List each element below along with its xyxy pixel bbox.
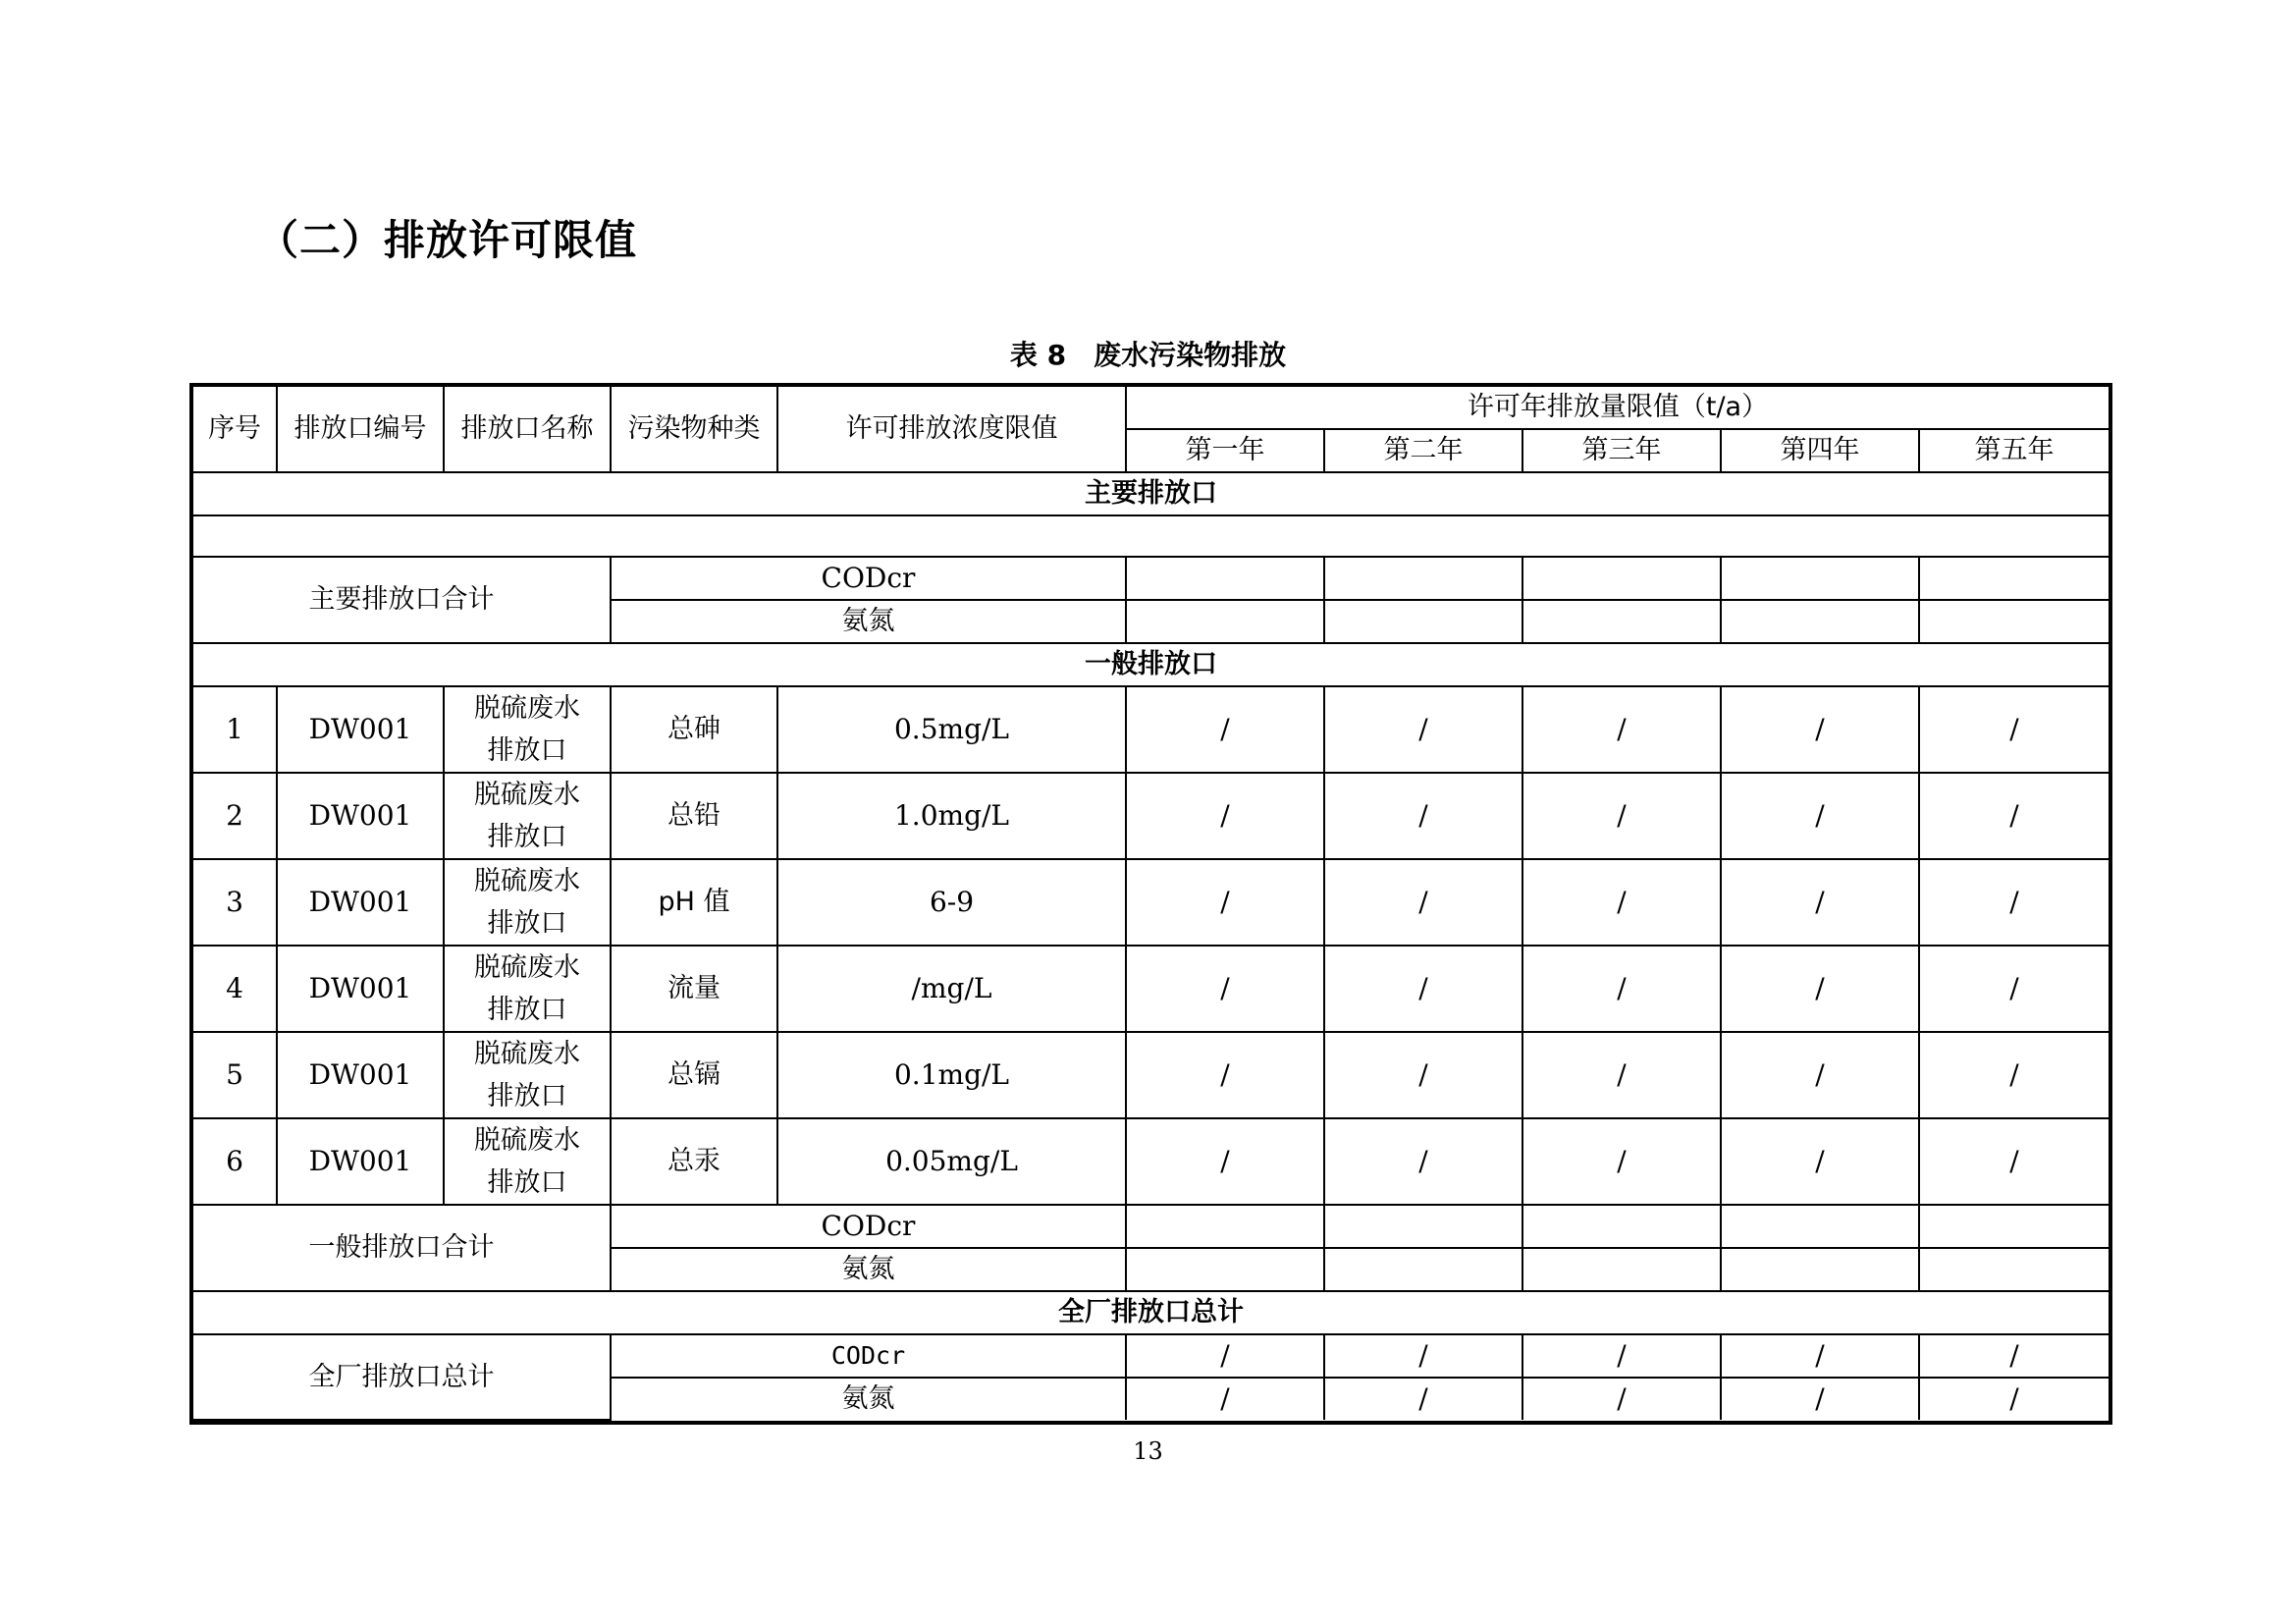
row-year-3: /	[1522, 773, 1721, 859]
outlet-name-line-2: 排放口	[487, 735, 567, 766]
row-seq: 6	[193, 1118, 277, 1205]
outlet-name-line-1: 脱硫废水	[474, 952, 580, 983]
header-year-2: 第二年	[1324, 429, 1522, 472]
general-total-cod-year-1	[1126, 1205, 1324, 1248]
row-pollutant: pH 值	[611, 859, 777, 946]
main-total-nh3-year-5	[1919, 600, 2109, 643]
main-total-cod-year-4	[1721, 557, 1919, 600]
general-total-pollutant: 氨氮	[611, 1248, 1126, 1291]
outlet-name-line-1: 脱硫废水	[474, 693, 580, 724]
row-concentration-limit: 0.1mg/L	[777, 1032, 1126, 1118]
outlet-name-line-2: 排放口	[487, 908, 567, 939]
row-year-1: /	[1126, 1032, 1324, 1118]
main-total-pollutant: CODcr	[611, 557, 1126, 600]
header-year-3: 第三年	[1522, 429, 1721, 472]
header-outlet-code: 排放口编号	[277, 387, 444, 472]
general-total-label: 一般排放口合计	[193, 1205, 611, 1291]
main-total-pollutant: 氨氮	[611, 600, 1126, 643]
row-outlet-name	[444, 686, 611, 773]
general-total-nh3-year-2	[1324, 1248, 1522, 1291]
table-title: 废水污染物排放	[1094, 339, 1287, 371]
row-seq: 1	[193, 686, 277, 773]
row-outlet-code: DW001	[277, 859, 444, 946]
row-year-3: /	[1522, 946, 1721, 1032]
row-year-5: /	[1919, 686, 2109, 773]
section-general-outlets: 一般排放口	[193, 643, 2109, 686]
main-total-nh3-year-4	[1721, 600, 1919, 643]
general-total-cod-year-4	[1721, 1205, 1919, 1248]
row-outlet-code: DW001	[277, 686, 444, 773]
outlet-name-line-1: 脱硫废水	[474, 780, 580, 810]
row-year-4: /	[1721, 773, 1919, 859]
general-total-cod-year-5	[1919, 1205, 2109, 1248]
row-outlet-code: DW001	[277, 1032, 444, 1118]
plant-total-nh3-year-5: /	[1919, 1378, 2109, 1420]
row-year-5: /	[1919, 1032, 2109, 1118]
row-concentration-limit: /mg/L	[777, 946, 1126, 1032]
row-seq: 2	[193, 773, 277, 859]
main-total-cod-year-5	[1919, 557, 2109, 600]
row-year-1: /	[1126, 946, 1324, 1032]
table-row	[193, 859, 2109, 946]
general-total-nh3-year-4	[1721, 1248, 1919, 1291]
row-year-3: /	[1522, 1032, 1721, 1118]
header-outlet-name: 排放口名称	[444, 387, 611, 472]
main-total-nh3-year-2	[1324, 600, 1522, 643]
table-caption	[0, 334, 2296, 373]
row-year-2: /	[1324, 686, 1522, 773]
row-year-1: /	[1126, 686, 1324, 773]
row-year-4: /	[1721, 859, 1919, 946]
row-pollutant: 总镉	[611, 1032, 777, 1118]
outlet-name-line-2: 排放口	[487, 1167, 567, 1198]
row-year-2: /	[1324, 1118, 1522, 1205]
plant-total-pollutant: 氨氮	[611, 1378, 1126, 1420]
emission-limits-table	[189, 383, 2112, 1425]
row-pollutant: 总砷	[611, 686, 777, 773]
row-year-4: /	[1721, 1118, 1919, 1205]
row-year-1: /	[1126, 1118, 1324, 1205]
row-seq: 4	[193, 946, 277, 1032]
outlet-name-line-2: 排放口	[487, 822, 567, 852]
outlet-name-line-1: 脱硫废水	[474, 1039, 580, 1069]
row-year-5: /	[1919, 946, 2109, 1032]
general-total-nh3-year-3	[1522, 1248, 1721, 1291]
row-pollutant: 总铅	[611, 773, 777, 859]
main-total-cod-year-1	[1126, 557, 1324, 600]
general-total-nh3-year-1	[1126, 1248, 1324, 1291]
table-row	[193, 1118, 2109, 1205]
section-plant-total: 全厂排放口总计	[193, 1291, 2109, 1334]
header-year-1: 第一年	[1126, 429, 1324, 472]
empty-row	[193, 515, 2109, 557]
row-year-1: /	[1126, 773, 1324, 859]
table-row	[193, 1032, 2109, 1118]
outlet-name-line-2: 排放口	[487, 995, 567, 1025]
plant-total-cod-year-5: /	[1919, 1334, 2109, 1378]
main-total-label: 主要排放口合计	[193, 557, 611, 643]
main-total-cod-year-3	[1522, 557, 1721, 600]
row-pollutant: 流量	[611, 946, 777, 1032]
row-year-2: /	[1324, 859, 1522, 946]
row-year-5: /	[1919, 859, 2109, 946]
header-year-4: 第四年	[1721, 429, 1919, 472]
main-total-cod-year-2	[1324, 557, 1522, 600]
row-year-3: /	[1522, 1118, 1721, 1205]
row-year-3: /	[1522, 859, 1721, 946]
row-outlet-code: DW001	[277, 946, 444, 1032]
row-year-4: /	[1721, 946, 1919, 1032]
outlet-name-line-2: 排放口	[487, 1081, 567, 1111]
row-pollutant: 总汞	[611, 1118, 777, 1205]
plant-total-cod-year-2: /	[1324, 1334, 1522, 1378]
outlet-name-line-1: 脱硫废水	[474, 1125, 580, 1156]
plant-total-label: 全厂排放口总计	[193, 1334, 611, 1420]
outlet-name-line-1: 脱硫废水	[474, 866, 580, 896]
row-seq: 3	[193, 859, 277, 946]
row-year-2: /	[1324, 946, 1522, 1032]
header-concentration-limit: 许可排放浓度限值	[777, 387, 1126, 472]
row-concentration-limit: 0.5mg/L	[777, 686, 1126, 773]
table-row	[193, 773, 2109, 859]
row-outlet-name	[444, 859, 611, 946]
row-concentration-limit: 1.0mg/L	[777, 773, 1126, 859]
row-year-2: /	[1324, 773, 1522, 859]
plant-total-cod-year-1: /	[1126, 1334, 1324, 1378]
row-year-4: /	[1721, 1032, 1919, 1118]
header-annual-limit: 许可年排放量限值（t/a）	[1126, 387, 2109, 429]
row-outlet-code: DW001	[277, 1118, 444, 1205]
plant-total-nh3-year-3: /	[1522, 1378, 1721, 1420]
plant-total-cod-year-3: /	[1522, 1334, 1721, 1378]
plant-total-pollutant: CODcr	[611, 1334, 1126, 1378]
section-main-outlets: 主要排放口	[193, 472, 2109, 515]
row-concentration-limit: 0.05mg/L	[777, 1118, 1126, 1205]
plant-total-nh3-year-4: /	[1721, 1378, 1919, 1420]
main-total-nh3-year-1	[1126, 600, 1324, 643]
row-outlet-code: DW001	[277, 773, 444, 859]
general-total-cod-year-3	[1522, 1205, 1721, 1248]
table-row	[193, 686, 2109, 773]
general-total-pollutant: CODcr	[611, 1205, 1126, 1248]
header-year-5: 第五年	[1919, 429, 2109, 472]
section-heading: （二）排放许可限值	[257, 216, 638, 264]
row-year-2: /	[1324, 1032, 1522, 1118]
general-total-cod-year-2	[1324, 1205, 1522, 1248]
row-outlet-name	[444, 1118, 611, 1205]
header-pollutant: 污染物种类	[611, 387, 777, 472]
table-row	[193, 946, 2109, 1032]
header-seq: 序号	[193, 387, 277, 472]
row-year-1: /	[1126, 859, 1324, 946]
plant-total-nh3-year-1: /	[1126, 1378, 1324, 1420]
page-number: 13	[1133, 1437, 1163, 1465]
row-year-4: /	[1721, 686, 1919, 773]
row-year-5: /	[1919, 773, 2109, 859]
plant-total-cod-year-4: /	[1721, 1334, 1919, 1378]
table-number: 表 8	[1009, 339, 1067, 371]
row-seq: 5	[193, 1032, 277, 1118]
row-outlet-name	[444, 773, 611, 859]
plant-total-nh3-year-2: /	[1324, 1378, 1522, 1420]
row-year-3: /	[1522, 686, 1721, 773]
row-outlet-name	[444, 946, 611, 1032]
row-year-5: /	[1919, 1118, 2109, 1205]
row-outlet-name	[444, 1032, 611, 1118]
row-concentration-limit: 6-9	[777, 859, 1126, 946]
main-total-nh3-year-3	[1522, 600, 1721, 643]
general-total-nh3-year-5	[1919, 1248, 2109, 1291]
